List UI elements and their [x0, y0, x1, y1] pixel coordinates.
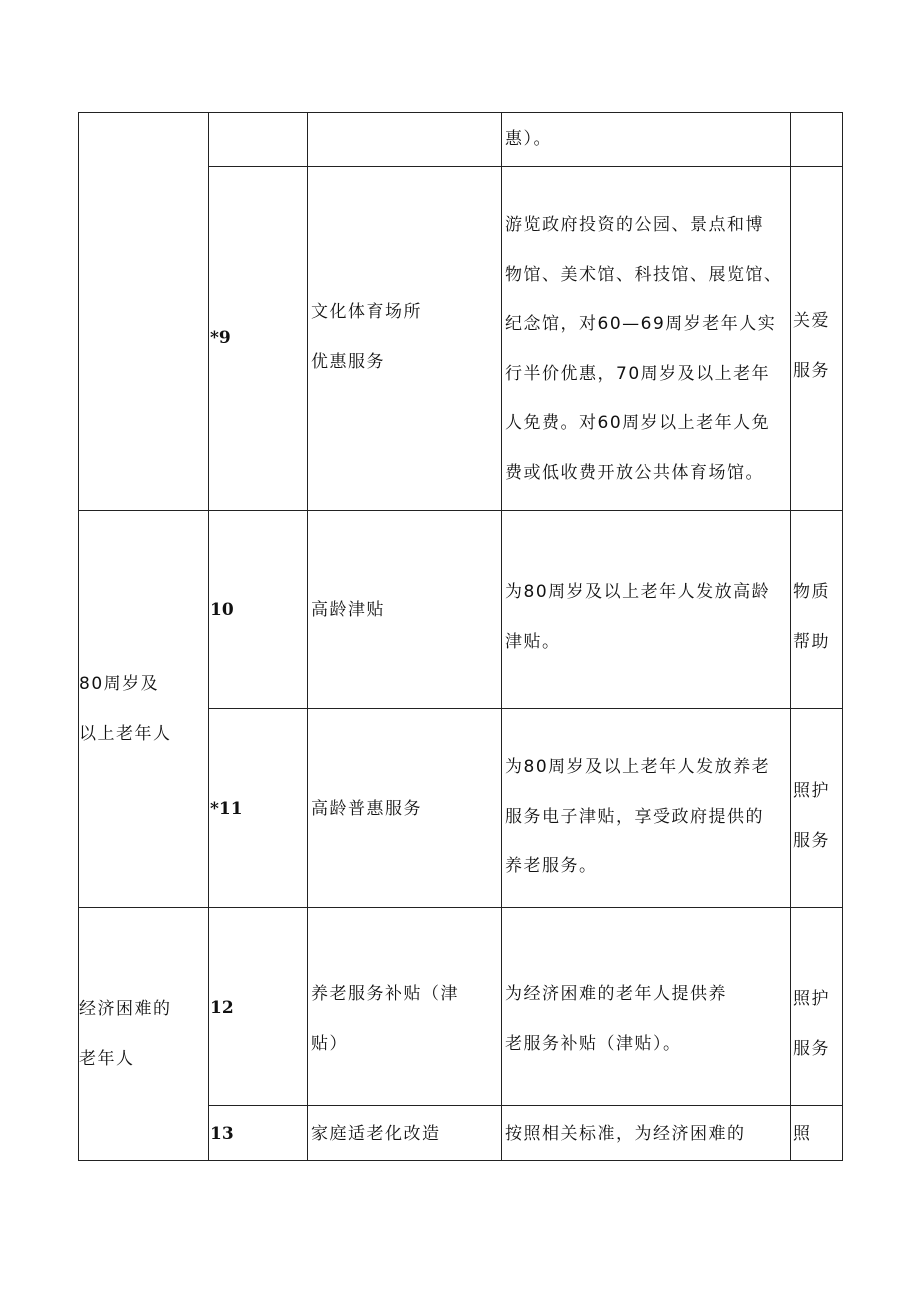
item-number: *11 [210, 799, 243, 819]
table-border [78, 1160, 843, 1161]
table-border [842, 112, 843, 1161]
service-name-cell: 文化体育场所 优惠服务 [311, 302, 422, 372]
service-table [78, 112, 843, 1161]
table-border [78, 907, 843, 908]
table-border [78, 112, 843, 113]
description-cell: 按照相关标准，为经济困难的 [505, 1124, 746, 1144]
service-name-cell: 养老服务补贴（津 贴） [311, 984, 459, 1054]
table-border [790, 112, 791, 1161]
description-cell: 为80周岁及以上老年人发放高龄 津贴。 [505, 582, 771, 652]
item-number: 10 [210, 600, 234, 620]
item-number: 13 [210, 1124, 234, 1144]
service-type-cell: 物质 帮助 [793, 582, 830, 652]
service-name-cell: 高龄津贴 [311, 600, 385, 620]
description-cell: 游览政府投资的公园、景点和博 物馆、美术馆、科技馆、展览馆、 纪念馆，对60—69周岁老年人实 行半价优惠，70周岁及以上老年 人免费。对60周岁以上老年人免 费或低收费开放公共体育场馆。 [505, 215, 783, 483]
service-type-cell: 照 [793, 1124, 812, 1144]
item-number: 12 [210, 998, 234, 1018]
description-cell: 为80周岁及以上老年人发放养老 服务电子津贴，享受政府提供的 养老服务。 [505, 757, 771, 876]
table-border [208, 1105, 843, 1106]
service-type-cell: 关爱 服务 [793, 311, 830, 381]
table-border [501, 112, 502, 1161]
service-name-cell: 高龄普惠服务 [311, 799, 422, 819]
table-border [307, 112, 308, 1161]
group-label-cell: 经济困难的 老年人 [79, 999, 172, 1069]
table-border [208, 112, 209, 1161]
service-type-cell: 照护 服务 [793, 781, 830, 851]
service-type-cell: 照护 服务 [793, 989, 830, 1059]
table-border [78, 510, 843, 511]
description-cell: 为经济困难的老年人提供养 老服务补贴（津贴）。 [505, 984, 727, 1054]
table-border [208, 166, 843, 167]
service-name-cell: 家庭适老化改造 [311, 1124, 441, 1144]
table-border [208, 708, 843, 709]
description-cell: 惠）。 [505, 129, 552, 149]
group-label-cell: 80周岁及 以上老年人 [79, 674, 172, 744]
item-number: *9 [210, 328, 231, 348]
